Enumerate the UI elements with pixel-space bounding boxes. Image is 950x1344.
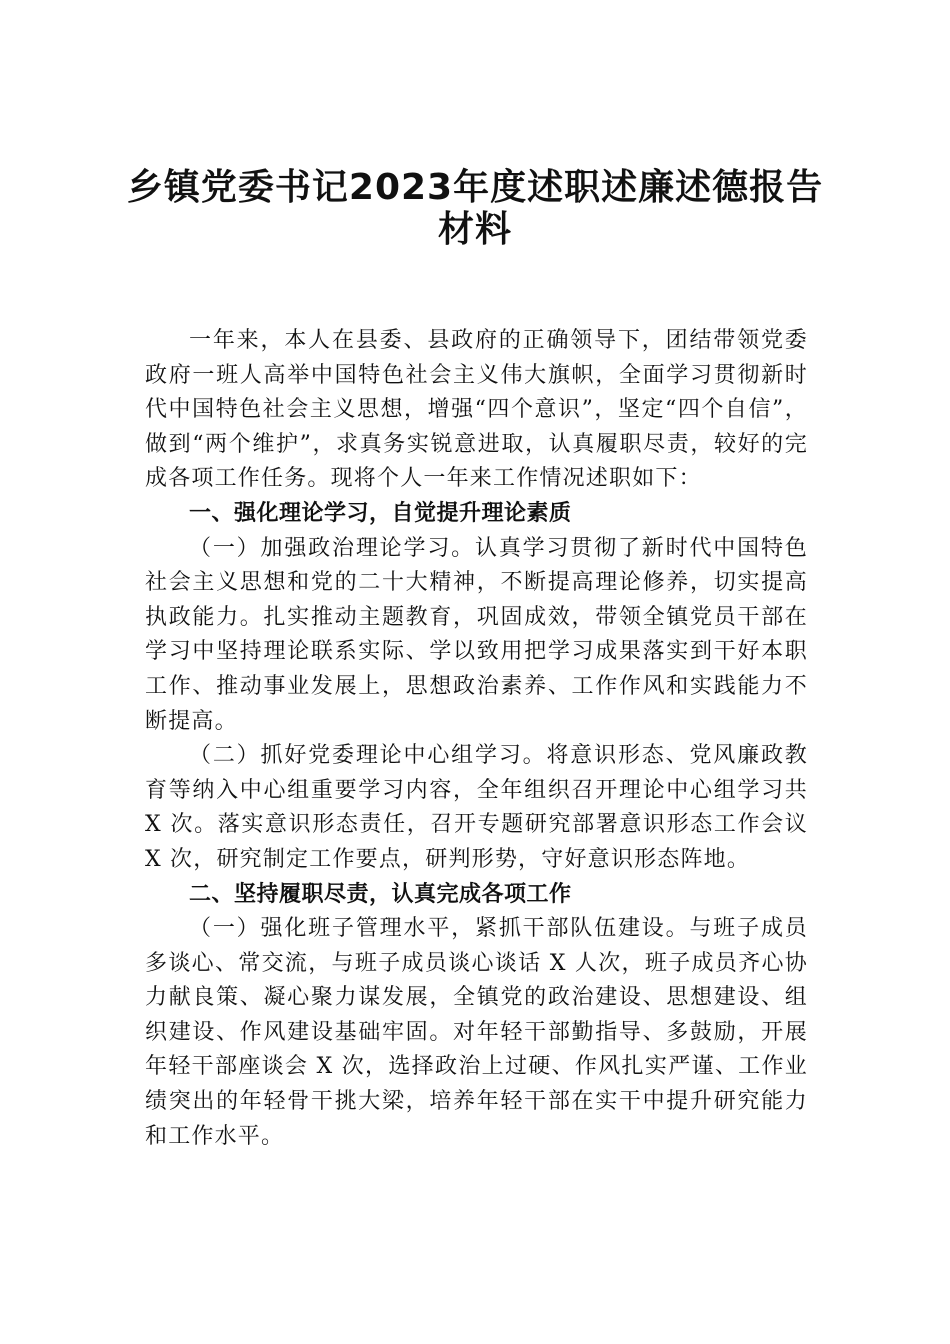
intro-paragraph: 一年来，本人在县委、县政府的正确领导下，团结带领党委政府一班人高举中国特色社会主义伟大旗帜，全面学习贯彻新时代中国特色社会主义思想，增强“四个意识”，坚定“四个自信”，做到“两个维护”，求真务实锐意进取，认真履职尽责，较好的完成各项工作任务。现将个人一年来工作情况述职如下：	[145, 328, 808, 492]
section-1-paragraph-1: （一）加强政治理论学习。认真学习贯彻了新时代中国特色社会主义思想和党的二十大精神，不断提高理论修养，切实提高执政能力。扎实推动主题教育，巩固成效，带领全镇党员干部在学习中坚持理论联系实际、学以致用把学习成果落实到干好本职工作、推动事业发展上，思想政治素养、工作作风和实践能力不断提高。	[145, 535, 808, 734]
document-title-line-2: 材料	[437, 209, 512, 250]
section-2-paragraph-1: （一）强化班子管理水平，紧抓干部队伍建设。与班子成员多谈心、常交流，与班子成员谈心谈话 X 人次，班子成员齐心协力献良策、凝心聚力谋发展，全镇党的政治建设、思想建设、组织建设、作风建设基础牢固。对年轻干部勤指导、多鼓励，开展年轻干部座谈会 X 次，选择政治上过硬、作风扎实严谨、工作业绩突出的年轻骨干挑大梁，培养年轻干部在实干中提升研究能力和工作水平。	[145, 916, 808, 1149]
section-1-paragraph-2: （二）抓好党委理论中心组学习。将意识形态、党风廉政教育等纳入中心组重要学习内容，全年组织召开理论中心组学习共 X 次。落实意识形态责任，召开专题研究部署意识形态工作会议 X 次，研究制定工作要点，研判形势，守好意识形态阵地。	[145, 743, 808, 872]
section-1-heading: 一、强化理论学习，自觉提升理论素质	[189, 500, 572, 526]
document-title-line-1: 乡镇党委书记2023年度述职述廉述德报告	[126, 167, 824, 208]
document-body	[145, 324, 808, 1154]
section-2-heading: 二、坚持履职尽责，认真完成各项工作	[189, 881, 572, 907]
